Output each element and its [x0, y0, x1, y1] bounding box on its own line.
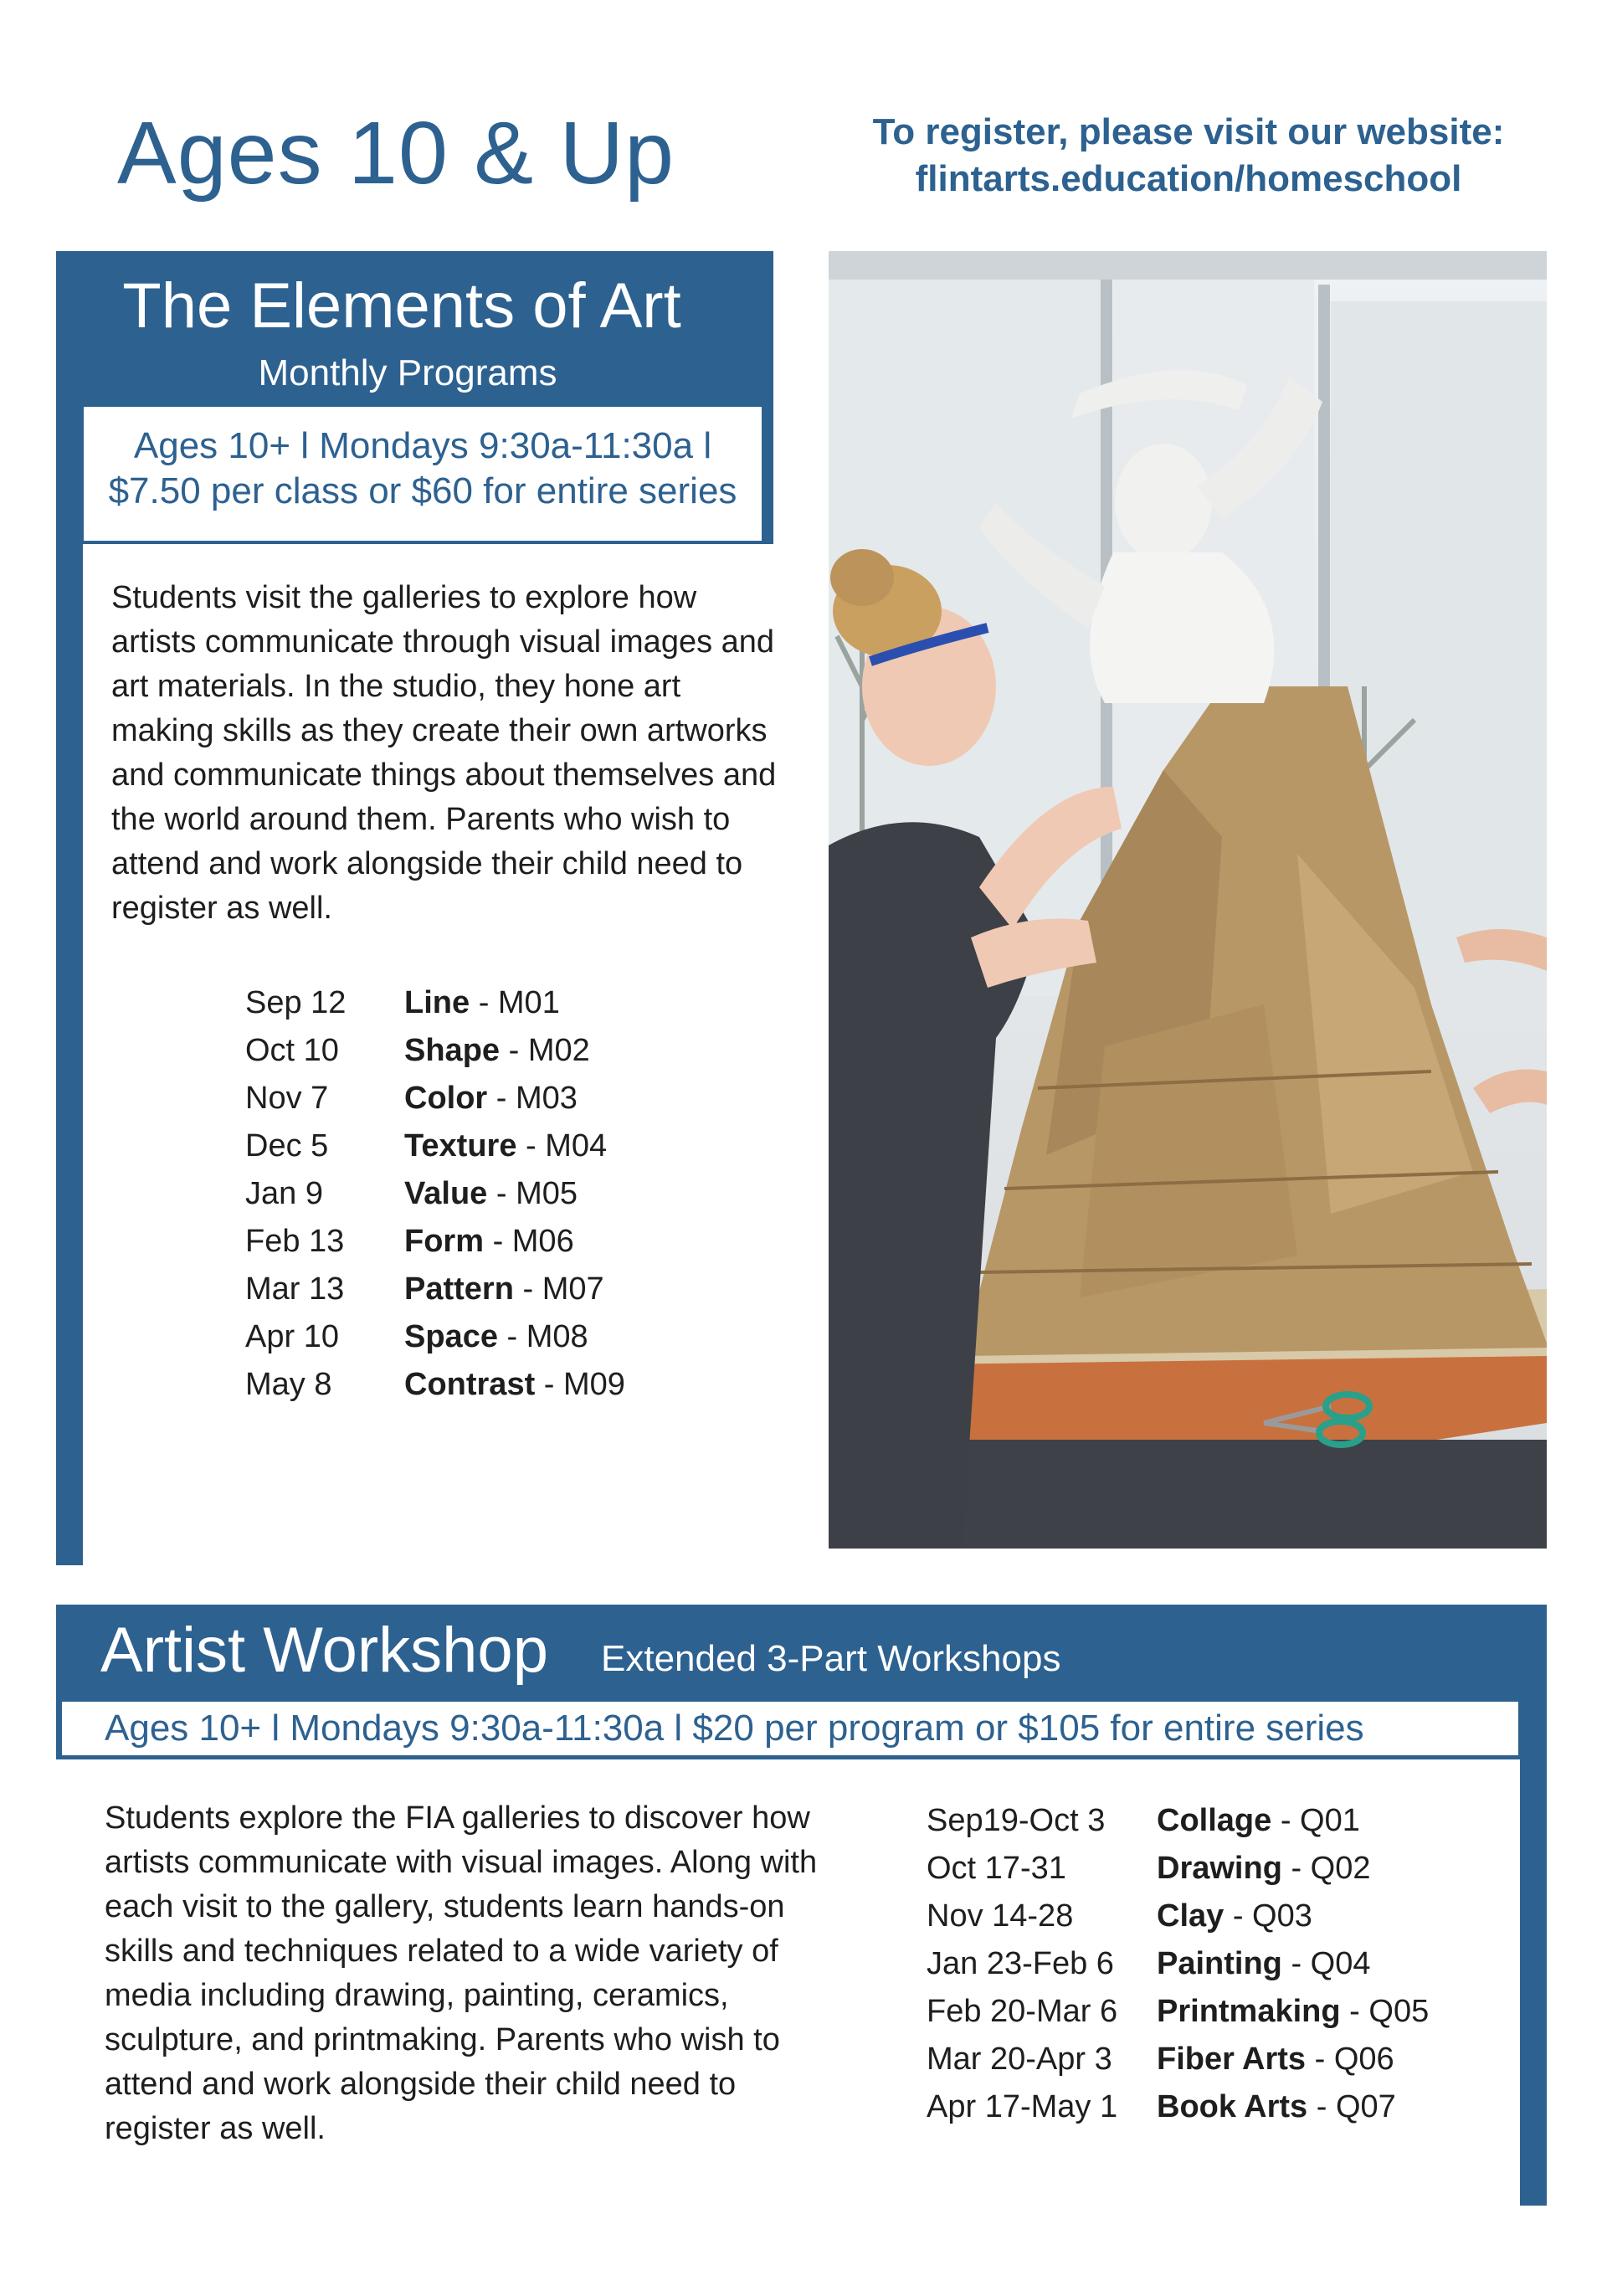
- month-program-topic-name: Shape: [404, 1033, 501, 1068]
- workshop-code: - Q07: [1316, 2089, 1396, 2124]
- month-program-code: - M02: [508, 1033, 590, 1068]
- month-program-topic-name: Form: [404, 1224, 484, 1259]
- month-program-date: May 8: [245, 1367, 332, 1402]
- workshop-topic-name: Painting: [1157, 1946, 1282, 1981]
- month-program-topic: [404, 1313, 588, 1361]
- month-program-topic-name: Value: [404, 1176, 488, 1211]
- month-program-topic: [404, 1361, 625, 1409]
- workshop-code: - Q05: [1349, 1994, 1430, 2029]
- month-program-code: - M04: [526, 1128, 608, 1163]
- section2-info-line: Ages 10+ l Mondays 9:30a-11:30a l $20 per program or $105 for entire series: [105, 1708, 1364, 1749]
- workshop-date: Sep19-Oct 3: [927, 1803, 1106, 1838]
- month-program-code: - M03: [495, 1081, 578, 1116]
- workshop-topic-name: Fiber Arts: [1157, 2042, 1307, 2077]
- workshop-date: Mar 20-Apr 3: [927, 2042, 1112, 2077]
- workshop-code: - Q04: [1291, 1946, 1371, 1981]
- workshop-topic-name: Drawing: [1157, 1851, 1282, 1886]
- workshop-date: Oct 17-31: [927, 1851, 1066, 1886]
- studio-photo: [829, 251, 1547, 1549]
- month-program-topic: [404, 1266, 604, 1313]
- section1-title: The Elements of Art: [122, 270, 681, 342]
- month-program-topic: [404, 1170, 578, 1218]
- month-program-date: Apr 10: [245, 1319, 339, 1354]
- section1-subtitle: Monthly Programs: [258, 352, 557, 393]
- month-program-code: - M05: [495, 1176, 578, 1211]
- workshop-code: - Q03: [1232, 1898, 1312, 1934]
- workshop-topic: [1157, 1988, 1429, 2036]
- register-text: To register, please visit our website:: [872, 111, 1505, 152]
- workshop-code: - Q06: [1314, 2042, 1394, 2077]
- workshop-topic: [1157, 1893, 1312, 1940]
- workshop-topic: [1157, 1845, 1371, 1893]
- register-url[interactable]: flintarts.education/homeschool: [915, 158, 1462, 199]
- workshop-code: - Q02: [1291, 1851, 1371, 1886]
- workshop-topic: [1157, 1797, 1360, 1845]
- register-notice: [845, 109, 1532, 203]
- month-program-code: - M07: [522, 1271, 604, 1307]
- month-program-topic-name: Pattern: [404, 1271, 514, 1307]
- month-program-topic-name: Texture: [404, 1128, 517, 1163]
- month-program-topic-name: Color: [404, 1081, 488, 1116]
- section1-side-bar: [56, 536, 83, 1565]
- month-program-code: - M06: [492, 1224, 574, 1259]
- month-program-date: Nov 7: [245, 1081, 329, 1116]
- month-program-topic-name: Space: [404, 1319, 498, 1354]
- month-program-topic: [404, 1075, 578, 1122]
- workshop-topic-name: Printmaking: [1157, 1994, 1341, 2029]
- workshop-date: Nov 14-28: [927, 1898, 1074, 1934]
- section2-subtitle: Extended 3-Part Workshops: [601, 1638, 1061, 1679]
- workshop-date: Apr 17-May 1: [927, 2089, 1118, 2124]
- workshop-topic-name: Collage: [1157, 1803, 1272, 1838]
- page-title: Ages 10 & Up: [117, 104, 675, 203]
- workshop-date: Jan 23-Feb 6: [927, 1946, 1114, 1981]
- section1-info-line2: $7.50 per class or $60 for entire series: [108, 470, 737, 511]
- section1-info-line1: Ages 10+ l Mondays 9:30a-11:30a l: [133, 425, 712, 466]
- month-program-date: Jan 9: [245, 1176, 323, 1211]
- month-program-topic: [404, 1122, 607, 1170]
- month-program-code: - M09: [543, 1367, 625, 1402]
- workshop-date: Feb 20-Mar 6: [927, 1994, 1118, 2029]
- month-program-topic-name: Line: [404, 985, 470, 1020]
- month-program-code: - M01: [478, 985, 560, 1020]
- workshop-topic: [1157, 2036, 1394, 2083]
- section1-description: Students visit the galleries to explore how artists communicate through visual images and art materials. In the studio, they hone art making skills as they create their own artworks and communicate things about themselves and the world around them. Parents who wish to attend and work alongside their child need to register as well.: [111, 580, 777, 926]
- month-program-date: Dec 5: [245, 1128, 329, 1163]
- month-program-topic: [404, 1218, 574, 1266]
- month-program-topic: [404, 1027, 590, 1075]
- month-program-date: Feb 13: [245, 1224, 345, 1259]
- month-program-date: Sep 12: [245, 985, 347, 1020]
- month-program-code: - M08: [506, 1319, 588, 1354]
- workshop-topic: [1157, 1940, 1371, 1988]
- section2-description: Students explore the FIA galleries to discover how artists communicate with visual images. Along with each visit to the gallery, students learn hands-on skills and techniques related to a wide variety of media including drawing, painting, ceramics, sculpture, and printmaking. Parents who wish to attend and work alongside their child need to register as well.: [105, 1800, 818, 2146]
- month-program-topic-name: Contrast: [404, 1367, 536, 1402]
- workshop-code: - Q01: [1280, 1803, 1360, 1838]
- month-program-date: Mar 13: [245, 1271, 345, 1307]
- section2-title: Artist Workshop: [100, 1615, 548, 1686]
- workshop-topic-name: Book Arts: [1157, 2089, 1308, 2124]
- workshop-topic: [1157, 2083, 1396, 2131]
- month-program-topic: [404, 979, 560, 1027]
- month-program-date: Oct 10: [245, 1033, 339, 1068]
- workshop-topic-name: Clay: [1157, 1898, 1225, 1934]
- section2-side-bar: [1520, 1758, 1547, 2206]
